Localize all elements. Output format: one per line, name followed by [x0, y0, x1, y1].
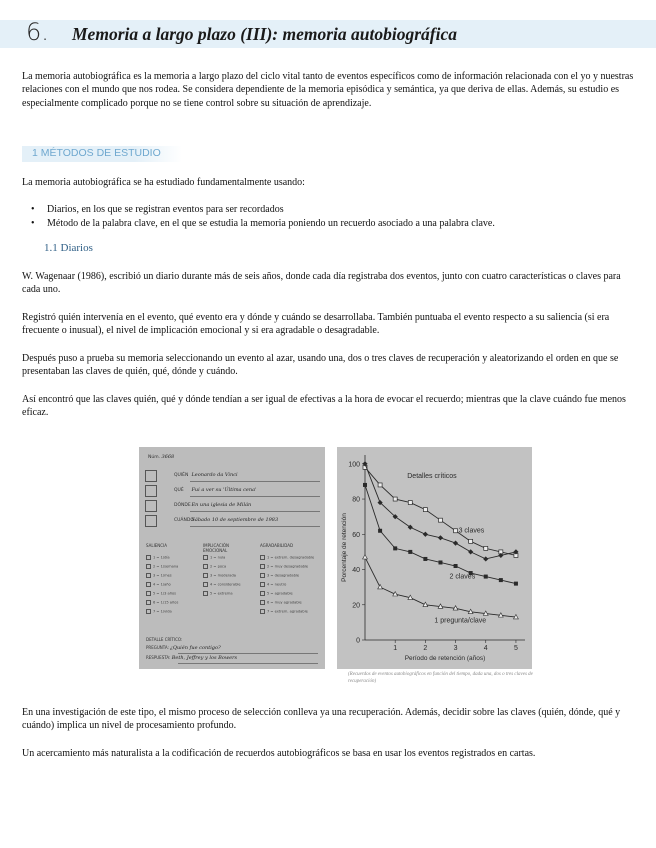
series-label: 2 claves — [449, 573, 476, 581]
checkbox-icon — [260, 591, 265, 596]
checkbox-icon — [260, 609, 265, 614]
data-point — [363, 555, 368, 559]
data-point — [454, 529, 458, 533]
form-option: 1 = extrem. desagradable — [260, 555, 314, 560]
data-point — [438, 518, 442, 522]
question-row: PREGUNTA: ¿Quién fue contigo? — [146, 645, 221, 651]
body-paragraph: En una investigación de este tipo, el mismo proceso de selección conlleva ya una recuperación. Además, decidir sobre las claves (quién, dónde, qué y cuándo) implica un nivel de procesamiento profundo. — [22, 707, 621, 732]
checkbox-icon — [146, 609, 151, 614]
y-tick-label: 40 — [352, 567, 360, 575]
series-label: 1 pregunta/clave — [434, 617, 487, 625]
data-point — [484, 546, 488, 550]
column-heading: AGRADABILIDAD — [260, 543, 294, 548]
series-line — [365, 467, 516, 555]
data-point — [469, 539, 473, 543]
cross-box-icon — [145, 500, 157, 512]
body-paragraph: Un acercamiento más naturalista a la codificación de recuerdos autobiográficos se basa en usar los eventos registrados en cartas. — [22, 748, 536, 759]
form-option: 3 = desagradable — [260, 573, 299, 578]
checkbox-icon — [146, 555, 151, 560]
list-item: • Diarios, en los que se registran eventos para ser recordados — [31, 204, 284, 215]
y-tick-label: 100 — [348, 461, 360, 469]
column-heading: SALIENCIA — [146, 543, 167, 548]
data-point — [408, 501, 412, 505]
body-paragraph: Después puso a prueba su memoria seleccionando un evento al azar, usando una, dos o tres claves de recuperación y aleatorizando el orden en que se presentaban las claves de quién, qué, dónde y cuándo. — [22, 353, 619, 378]
form-row: CUÁNDO Sábado 10 de septiembre de 1983 — [174, 517, 279, 523]
form-line — [190, 526, 320, 527]
data-point — [378, 483, 382, 487]
checkbox-icon — [203, 564, 208, 569]
form-option: 5 = 1/3 años — [146, 591, 176, 596]
section-lead: La memoria autobiográfica se ha estudiado fundamentalmente usando: — [22, 177, 305, 188]
page-title: Memoria a largo plazo (III): memoria autobiográfica — [72, 24, 458, 44]
checkbox-icon — [203, 582, 208, 587]
subsection-heading: 1.1 Diarios — [44, 242, 93, 254]
form-option: 7 = extrem. agradable — [260, 609, 308, 614]
form-row: QUÉ Fui a ver su 'Última cena' — [174, 487, 257, 493]
form-option: 5 = agradable — [260, 591, 293, 596]
x-tick-label: 4 — [483, 645, 488, 652]
body-paragraph: Así encontró que las claves quién, qué y dónde tendían a ser igual de efectivas a la hora de evocar el recuerdo; mientras que la clave cuándo fue menos eficaz. — [22, 394, 626, 419]
section-heading: 1 MÉTODOS DE ESTUDIO — [32, 147, 161, 159]
y-tick-label: 80 — [352, 496, 360, 504]
form-option: 2 = 1/semana — [146, 564, 178, 569]
data-point — [514, 582, 518, 586]
data-point — [483, 556, 488, 561]
y-tick-label: 0 — [356, 637, 360, 645]
checkbox-icon — [146, 600, 151, 605]
form-option: 5 = extrema — [203, 591, 233, 596]
data-point — [454, 564, 458, 568]
x-axis-label: Período de retención (años) — [404, 655, 486, 662]
form-header: Núm. 3668 — [148, 454, 175, 460]
checkbox-icon — [203, 573, 208, 578]
data-point — [499, 578, 503, 582]
data-point — [393, 497, 397, 501]
checkbox-icon — [203, 591, 208, 596]
checkbox-icon — [146, 573, 151, 578]
form-option: 4 = considerable — [203, 582, 241, 587]
bullet-icon: • — [31, 204, 35, 215]
column-heading: IMPLICACIÓN EMOCIONAL — [203, 543, 230, 553]
data-point — [484, 575, 488, 579]
data-point — [363, 483, 367, 487]
data-point — [438, 535, 443, 540]
data-point — [438, 560, 442, 564]
form-line — [178, 653, 318, 654]
y-axis-label: Porcentaje de retención — [341, 513, 348, 582]
retention-chart — [337, 447, 532, 669]
data-point — [378, 585, 383, 589]
form-option: 4 = 1/año — [146, 582, 171, 587]
checkbox-icon — [203, 555, 208, 560]
checkbox-icon — [146, 582, 151, 587]
cross-box-icon — [145, 470, 157, 482]
form-option: 1 = nula — [203, 555, 225, 560]
list-item: • Método de la palabra clave, en el que se estudia la memoria poniendo un recuerdo asociado a una palabra clave. — [31, 218, 495, 229]
data-point — [468, 549, 473, 554]
series-label: Detalles críticos — [407, 472, 457, 480]
form-line — [190, 496, 320, 497]
data-point — [423, 557, 427, 561]
data-point — [408, 550, 412, 554]
form-line — [190, 481, 320, 482]
form-row: DÓNDE En una iglesia de Milán — [174, 502, 252, 508]
form-option: 7 = 1/vida — [146, 609, 172, 614]
methods-list — [22, 203, 636, 231]
checkbox-icon — [260, 555, 265, 560]
form-option: 1 = 1/día — [146, 555, 170, 560]
body-paragraph: Registró quién intervenía en el evento, qué evento era y dónde y cuándo se desarrollaba. También puntuaba el evento respecto a su saliencia (si era frecuente o inusual), el nivel de implicación emocional y si era agradable o desagradable. — [22, 312, 610, 337]
checkbox-icon — [146, 564, 151, 569]
series-line — [365, 485, 516, 584]
form-option: 3 = moderada — [203, 573, 236, 578]
form-option: 6 = muy agradable — [260, 600, 302, 605]
checkbox-icon — [260, 582, 265, 587]
y-tick-label: 20 — [352, 602, 360, 610]
checkbox-icon — [260, 564, 265, 569]
form-option: 2 = poca — [203, 564, 226, 569]
data-point — [423, 532, 428, 537]
data-point — [423, 508, 427, 512]
y-tick-label: 60 — [352, 531, 360, 539]
checkbox-icon — [260, 573, 265, 578]
form-option: 6 = 1/15 años — [146, 600, 178, 605]
form-option: 2 = muy desagradable — [260, 564, 308, 569]
form-line — [190, 511, 320, 512]
checkbox-icon — [146, 591, 151, 596]
x-tick-label: 5 — [513, 645, 518, 652]
form-option: 3 = 1/mes — [146, 573, 172, 578]
x-tick-label: 1 — [393, 645, 398, 652]
body-paragraph: W. Wagenaar (1986), escribió un diario durante más de seis años, donde cada día registraba dos eventos, junto con cuatro características o claves para cada uno. — [22, 271, 621, 296]
intro-paragraph: La memoria autobiográfica es la memoria a largo plazo del ciclo vital tanto de eventos específicos como de información relacionada con el yo y nuestras relaciones con el mundo que nos rodea. Se considera dependiente de la memoria episódica y semántica, ya que deriva de ellas. Además, su estudio es especialmente complicado porque no se tiene control sobre su situación de aprendizaje. — [22, 71, 634, 109]
answer-row: RESPUESTA: Beth, Jeffrey y los Bowers — [146, 655, 238, 661]
form-row: QUIÉN Leonardo da Vinci — [174, 472, 238, 478]
series-label: 3 claves — [458, 527, 485, 535]
checkbox-icon — [260, 600, 265, 605]
form-option: 4 = neutro — [260, 582, 286, 587]
data-point — [378, 529, 382, 533]
form-line — [178, 663, 318, 664]
critical-detail-label: DETALLE CRÍTICO: — [146, 637, 183, 642]
figure-caption: (Recuerdos de eventos autobiográficos en función del tiempo, dada una, dos o tres claves de recuperación) — [348, 672, 533, 684]
bullet-icon: • — [31, 218, 35, 229]
x-tick-label: 2 — [423, 645, 428, 652]
cross-box-icon — [145, 485, 157, 497]
chapter-number: 6. — [26, 18, 49, 46]
data-point — [453, 540, 458, 545]
cross-box-icon — [145, 515, 157, 527]
data-point — [393, 546, 397, 550]
x-tick-label: 3 — [453, 645, 458, 652]
